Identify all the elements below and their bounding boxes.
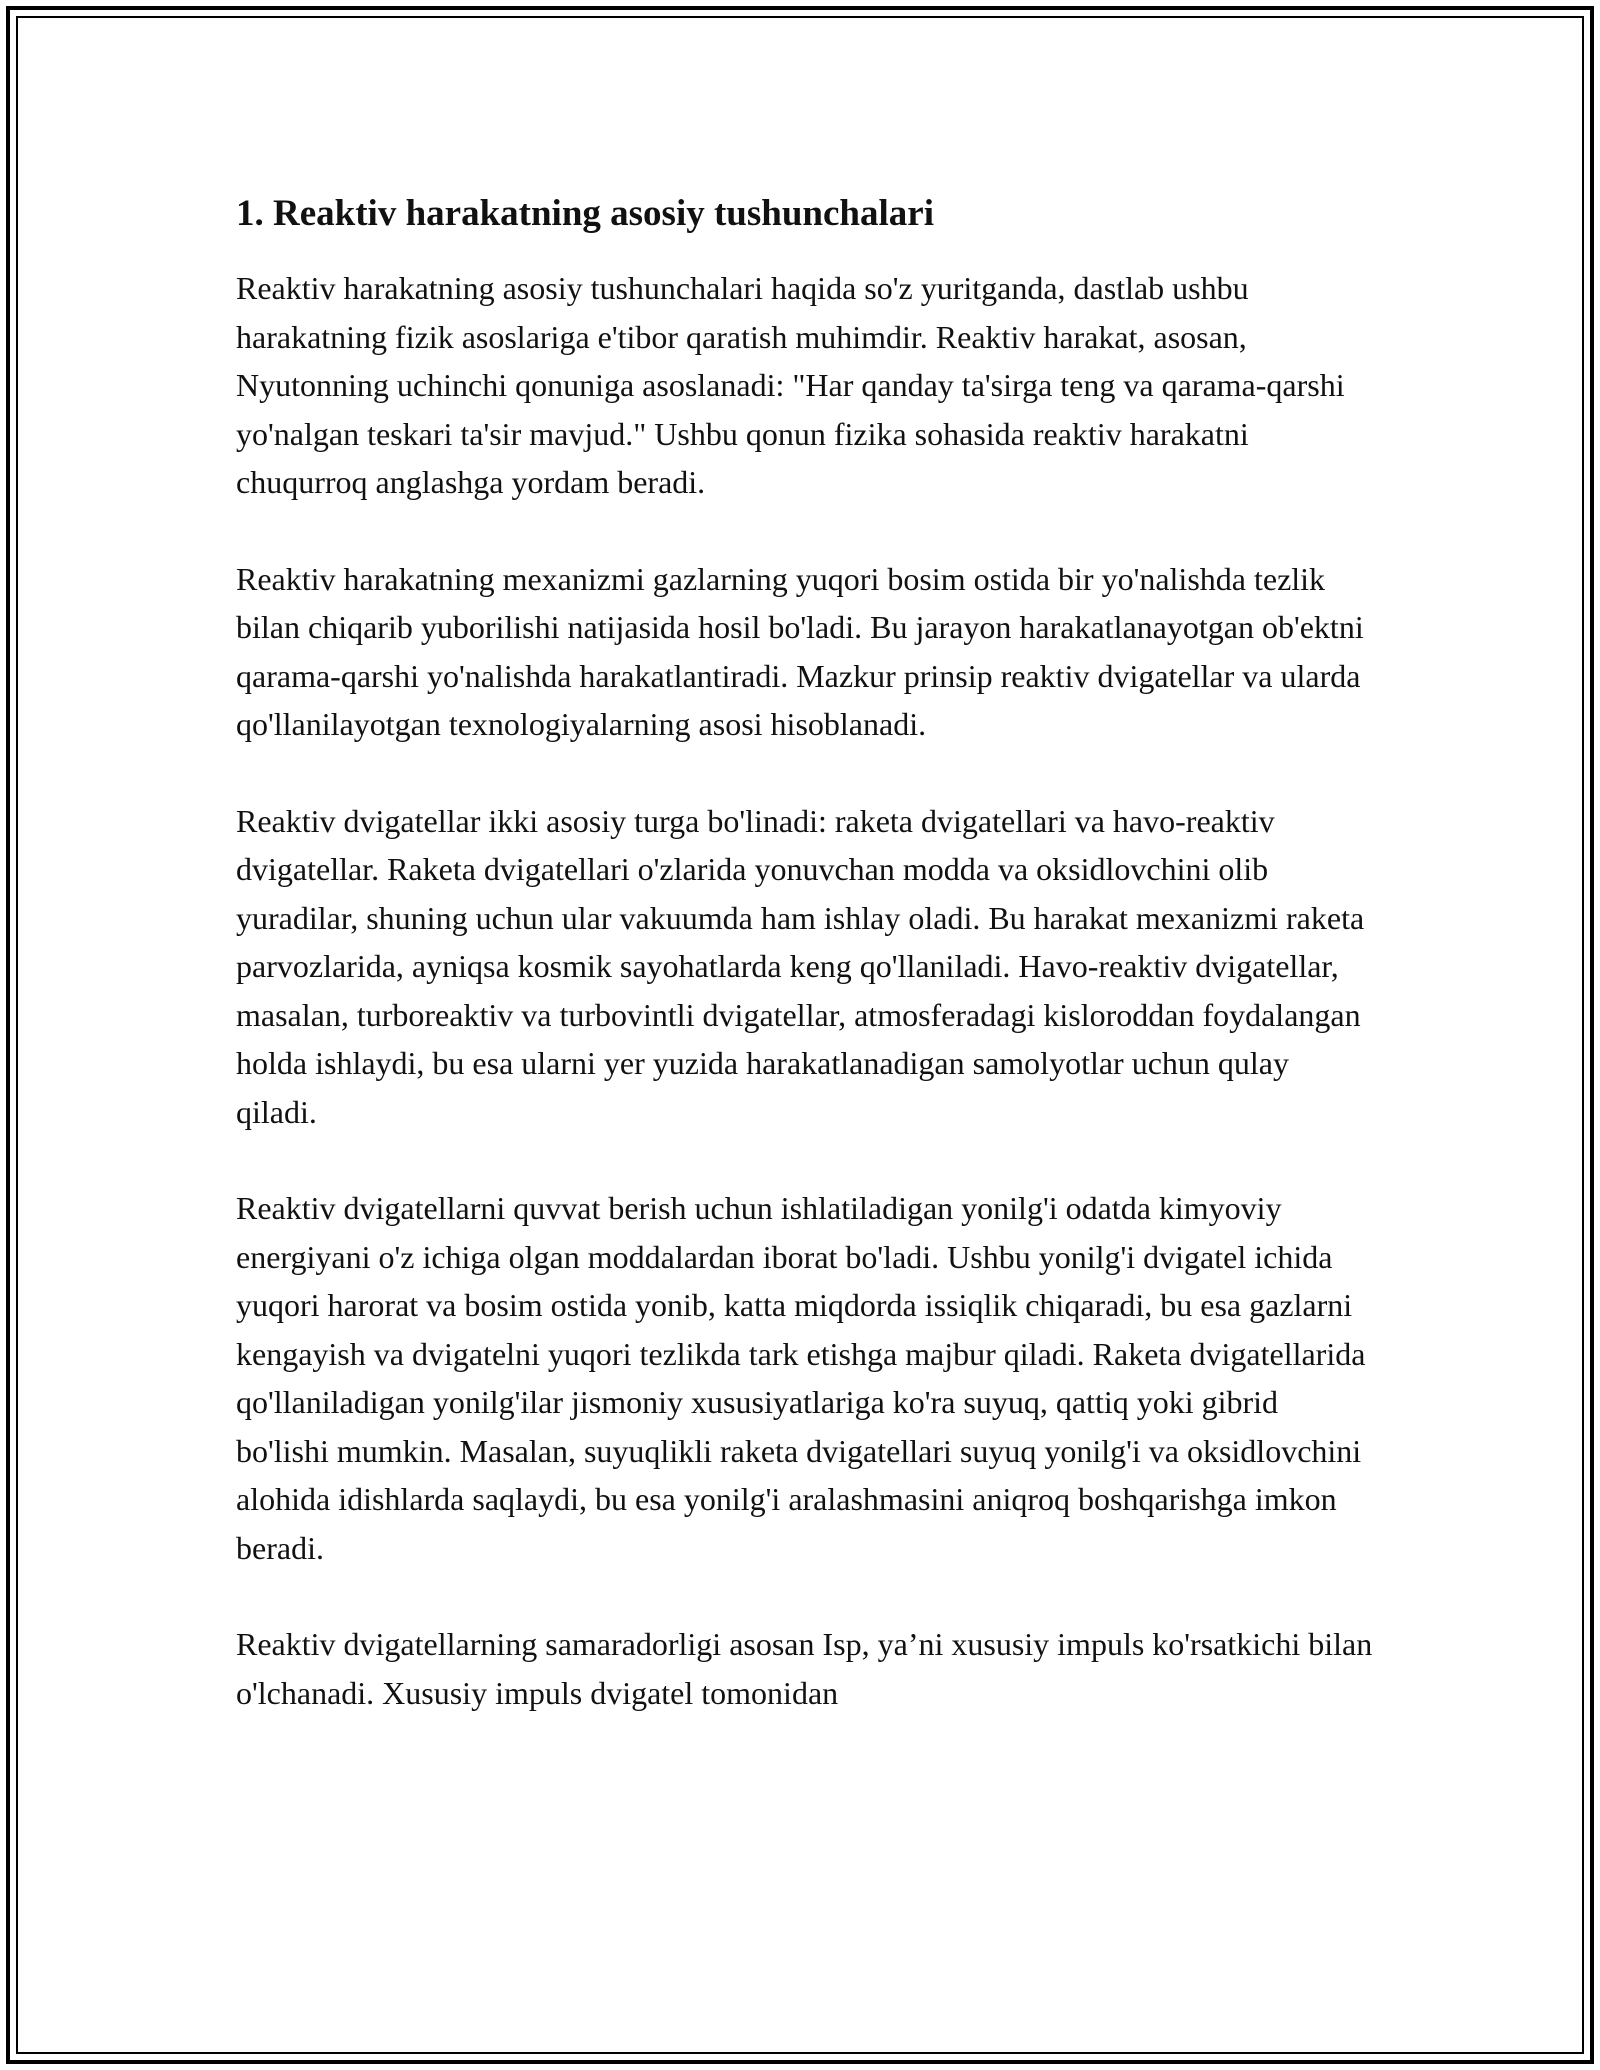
paragraph-2: Reaktiv harakatning mexanizmi gazlarning yuqori bosim ostida bir yo'nalishda tezlik bilan chiqarib yuborilishi natijasida hosil bo'ladi. Bu jarayon harakatlanayotgan ob'ektni qarama-qarshi yo'nalishda harakatlantiradi. Mazkur prinsip reaktiv dvigatellar va ularda qo'llanilayotgan texnologiyalarning asosi hisoblanadi. bbox=[236, 560, 1364, 742]
paragraph-4: Reaktiv dvigatellarni quvvat berish uchun ishlatiladigan yonilg'i odatda kimyoviy energiyani o'z ichiga olgan moddalardan iborat bo'ladi. Ushbu yonilg'i dvigatel ichida yuqori harorat va bosim ostida yonib, katta miqdorda issiqlik chiqaradi, bu esa gazlarni kengayish va dvigatelni yuqori tezlikda tark etishga majbur qiladi. Raketa dvigatellarida qo'llaniladigan yonilg'ilar jismoniy xususiyatlariga ko'ra suyuq, qattiq yoki gibrid bo'lishi mumkin. Masalan, suyuqlikli raketa dvigatellari suyuq yonilg'i va oksidlovchini alohida idishlarda saqlaydi, bu esa yonilg'i aralashmasini aniqroq boshqarishga imkon beradi. bbox=[236, 1190, 1366, 1566]
paragraph-3: Reaktiv dvigatellar ikki asosiy turga bo'linadi: raketa dvigatellari va havo-reaktiv dvigatellar. Raketa dvigatellari o'zlarida yonuvchan modda va oksidlovchini olib yuradilar, shuning uchun ular vakuumda ham ishlay oladi. Bu harakat mexanizmi raketa parvozlarida, ayniqsa kosmik sayohatlarda keng qo'llaniladi. Havo-reaktiv dvigatellar, masalan, turboreaktiv va turbovintli dvigatellar, atmosferadagi kisloroddan foydalangan holda ishlaydi, bu esa ularni yer yuzida harakatlanadigan samolyotlar uchun qulay qiladi. bbox=[236, 802, 1365, 1130]
document-body bbox=[236, 186, 1376, 1765]
paragraph-5: Reaktiv dvigatellarning samaradorligi asosan Isp, ya’ni xususiy impuls ko'rsatkichi bilan o'lchanadi. Xususiy impuls dvigatel tomonidan bbox=[236, 1626, 1373, 1711]
section-heading: 1. Reaktiv harakatning asosiy tushunchalari bbox=[236, 193, 934, 234]
paragraph-1: Reaktiv harakatning asosiy tushunchalari haqida so'z yuritganda, dastlab ushbu harakatning fizik asoslariga e'tibor qaratish muhimdir. Reaktiv harakat, asosan, Nyutonning uchinchi qonuniga asoslanadi: "Har qanday ta'sirga teng va qarama-qarshi yo'nalgan teskari ta'sir mavjud." Ushbu qonun fizika sohasida reaktiv harakatni chuqurroq anglashga yordam beradi. bbox=[236, 270, 1345, 500]
